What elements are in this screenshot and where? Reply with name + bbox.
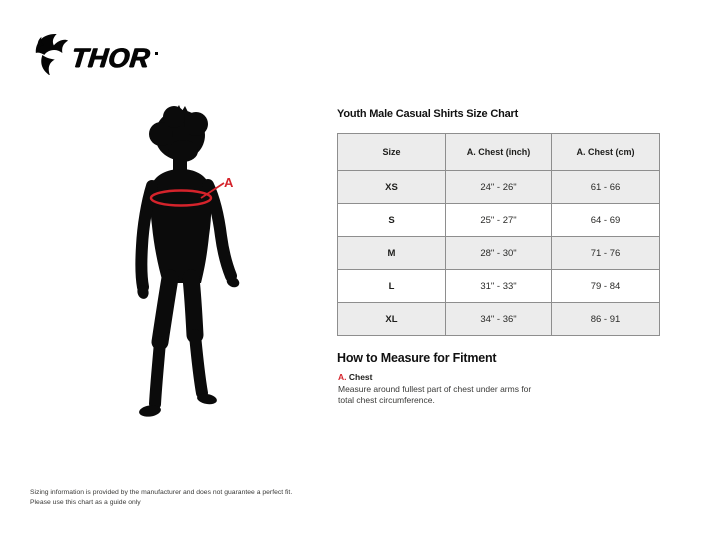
table-row-xl (338, 303, 660, 336)
chest-cm-value: 61 - 66 (552, 171, 660, 204)
youth-body-silhouette (125, 90, 295, 450)
footnote-line-2: Please use this chart as a guide only (30, 499, 141, 507)
chest-inch-value: 25" - 27" (446, 204, 552, 237)
measure-item-label (338, 372, 373, 382)
thor-goat-helmet-icon (33, 31, 69, 75)
measure-item-letter: A. (338, 372, 347, 382)
silhouette-body (136, 105, 241, 418)
footnote (30, 488, 292, 508)
chest-cm-value: 71 - 76 (552, 237, 660, 270)
size-value: XS (338, 171, 446, 204)
brand-wordmark: THOR (69, 42, 152, 73)
measure-guide-heading: How to Measure for Fitment (337, 351, 497, 365)
size-value: M (338, 237, 446, 270)
column-header-chest-cm: A. Chest (cm) (552, 134, 660, 171)
chest-inch-value: 28" - 30" (446, 237, 552, 270)
measure-item-description: Measure around fullest part of chest under arms for total chest circumference. (338, 384, 532, 406)
size-chart-title: Youth Male Casual Shirts Size Chart (337, 108, 519, 120)
brand-logo (33, 30, 158, 76)
chest-inch-value: 24" - 26" (446, 171, 552, 204)
chest-cm-value: 86 - 91 (552, 303, 660, 336)
size-chart-table (337, 133, 660, 336)
table-row-l (338, 270, 660, 303)
table-row-m (338, 237, 660, 270)
annotation-letter-a: A (224, 175, 234, 190)
size-value: XL (338, 303, 446, 336)
chest-cm-value: 79 - 84 (552, 270, 660, 303)
measure-item-name: Chest (348, 372, 373, 382)
size-value: S (338, 204, 446, 237)
column-header-chest-inch: A. Chest (inch) (446, 134, 552, 171)
table-row-xs (338, 171, 660, 204)
table-header-row (338, 134, 660, 171)
column-header-size: Size (338, 134, 446, 171)
chest-inch-value: 34" - 36" (446, 303, 552, 336)
footnote-line-1: Sizing information is provided by the manufacturer and does not guarantee a perfect fit. (30, 489, 293, 496)
trademark-dot (155, 52, 158, 55)
chest-cm-value: 64 - 69 (552, 204, 660, 237)
chest-inch-value: 31" - 33" (446, 270, 552, 303)
size-value: L (338, 270, 446, 303)
table-row-s (338, 204, 660, 237)
